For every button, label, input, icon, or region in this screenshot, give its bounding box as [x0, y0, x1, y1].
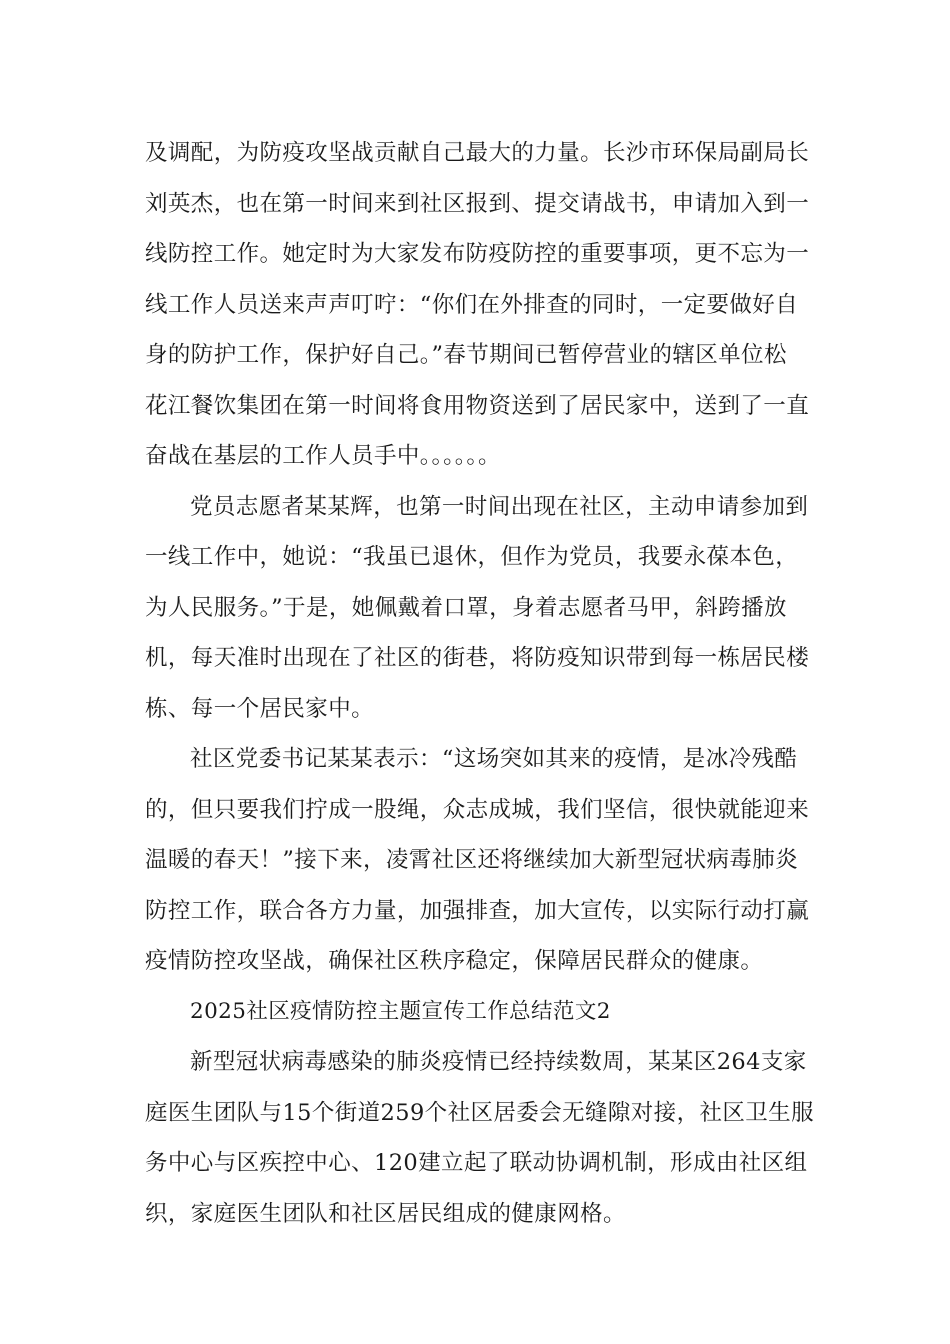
paragraph-2-line-1: 党员志愿者某某辉，也第一时间出现在社区，主动申请参加到 — [190, 493, 809, 520]
paragraph-3-line-4: 防控工作，联合各方力量，加强排查，加大宣传，以实际行动打赢 — [145, 897, 810, 924]
paragraph-2-line-3: 为人民服务。”于是，她佩戴着口罩，身着志愿者马甲，斜跨播放 — [145, 594, 787, 621]
section-heading: 2025社区疫情防控主题宣传工作总结范文2 — [190, 998, 611, 1024]
paragraph-2-line-5: 栋、每一个居民家中。 — [145, 695, 375, 722]
paragraph-2-line-2: 一线工作中，她说：“我虽已退休，但作为党员，我要永葆本色， — [145, 544, 799, 570]
paragraph-4-line-1: 新型冠状病毒感染的肺炎疫情已经持续数周，某某区264支家 — [190, 1049, 807, 1075]
paragraph-1-line-7: 奋战在基层的工作人员手中。。。。。。 — [145, 443, 501, 469]
paragraph-3-line-3: 温暖的春天！”接下来，凌霄社区还将继续加大新型冠状病毒肺炎 — [145, 847, 799, 873]
paragraph-4-line-4: 织，家庭医生团队和社区居民组成的健康网格。 — [145, 1200, 626, 1227]
paragraph-1-line-5: 身的防护工作，保护好自己。”春节期间已暂停营业的辖区单位松 — [145, 342, 787, 368]
document-body — [145, 128, 814, 1239]
paragraph-1-line-6: 花江餐饮集团在第一时间将食用物资送到了居民家中，送到了一直 — [145, 392, 810, 419]
paragraph-3-line-2: 的，但只要我们拧成一股绳，众志成城，我们坚信，很快就能迎来 — [145, 796, 810, 823]
paragraph-1-line-3: 线防控工作。她定时为大家发布防疫防控的重要事项，更不忘为一 — [145, 241, 810, 267]
paragraph-1-line-1: 及调配，为防疫攻坚战贡献自己最大的力量。长沙市环保局副局长 — [145, 140, 810, 166]
paragraph-4-line-3: 务中心与区疾控中心、120建立起了联动协调机制，形成由社区组 — [145, 1150, 808, 1176]
paragraph-3-line-5: 疫情防控攻坚战，确保社区秩序稳定，保障居民群众的健康。 — [145, 948, 764, 974]
paragraph-4-line-2: 庭医生团队与15个街道259个社区居委会无缝隙对接，社区卫生服 — [145, 1099, 814, 1126]
paragraph-3-line-1: 社区党委书记某某表示：“这场突如其来的疫情，是冰冷残酷 — [190, 746, 798, 772]
paragraph-1-line-4: 线工作人员送来声声叮咛：“你们在外排查的同时，一定要做好自 — [145, 291, 799, 318]
paragraph-1-line-2: 刘英杰，也在第一时间来到社区报到、提交请战书，申请加入到一 — [145, 190, 810, 217]
paragraph-2-line-4: 机，每天准时出现在了社区的街巷，将防疫知识带到每一栋居民楼 — [145, 645, 810, 671]
